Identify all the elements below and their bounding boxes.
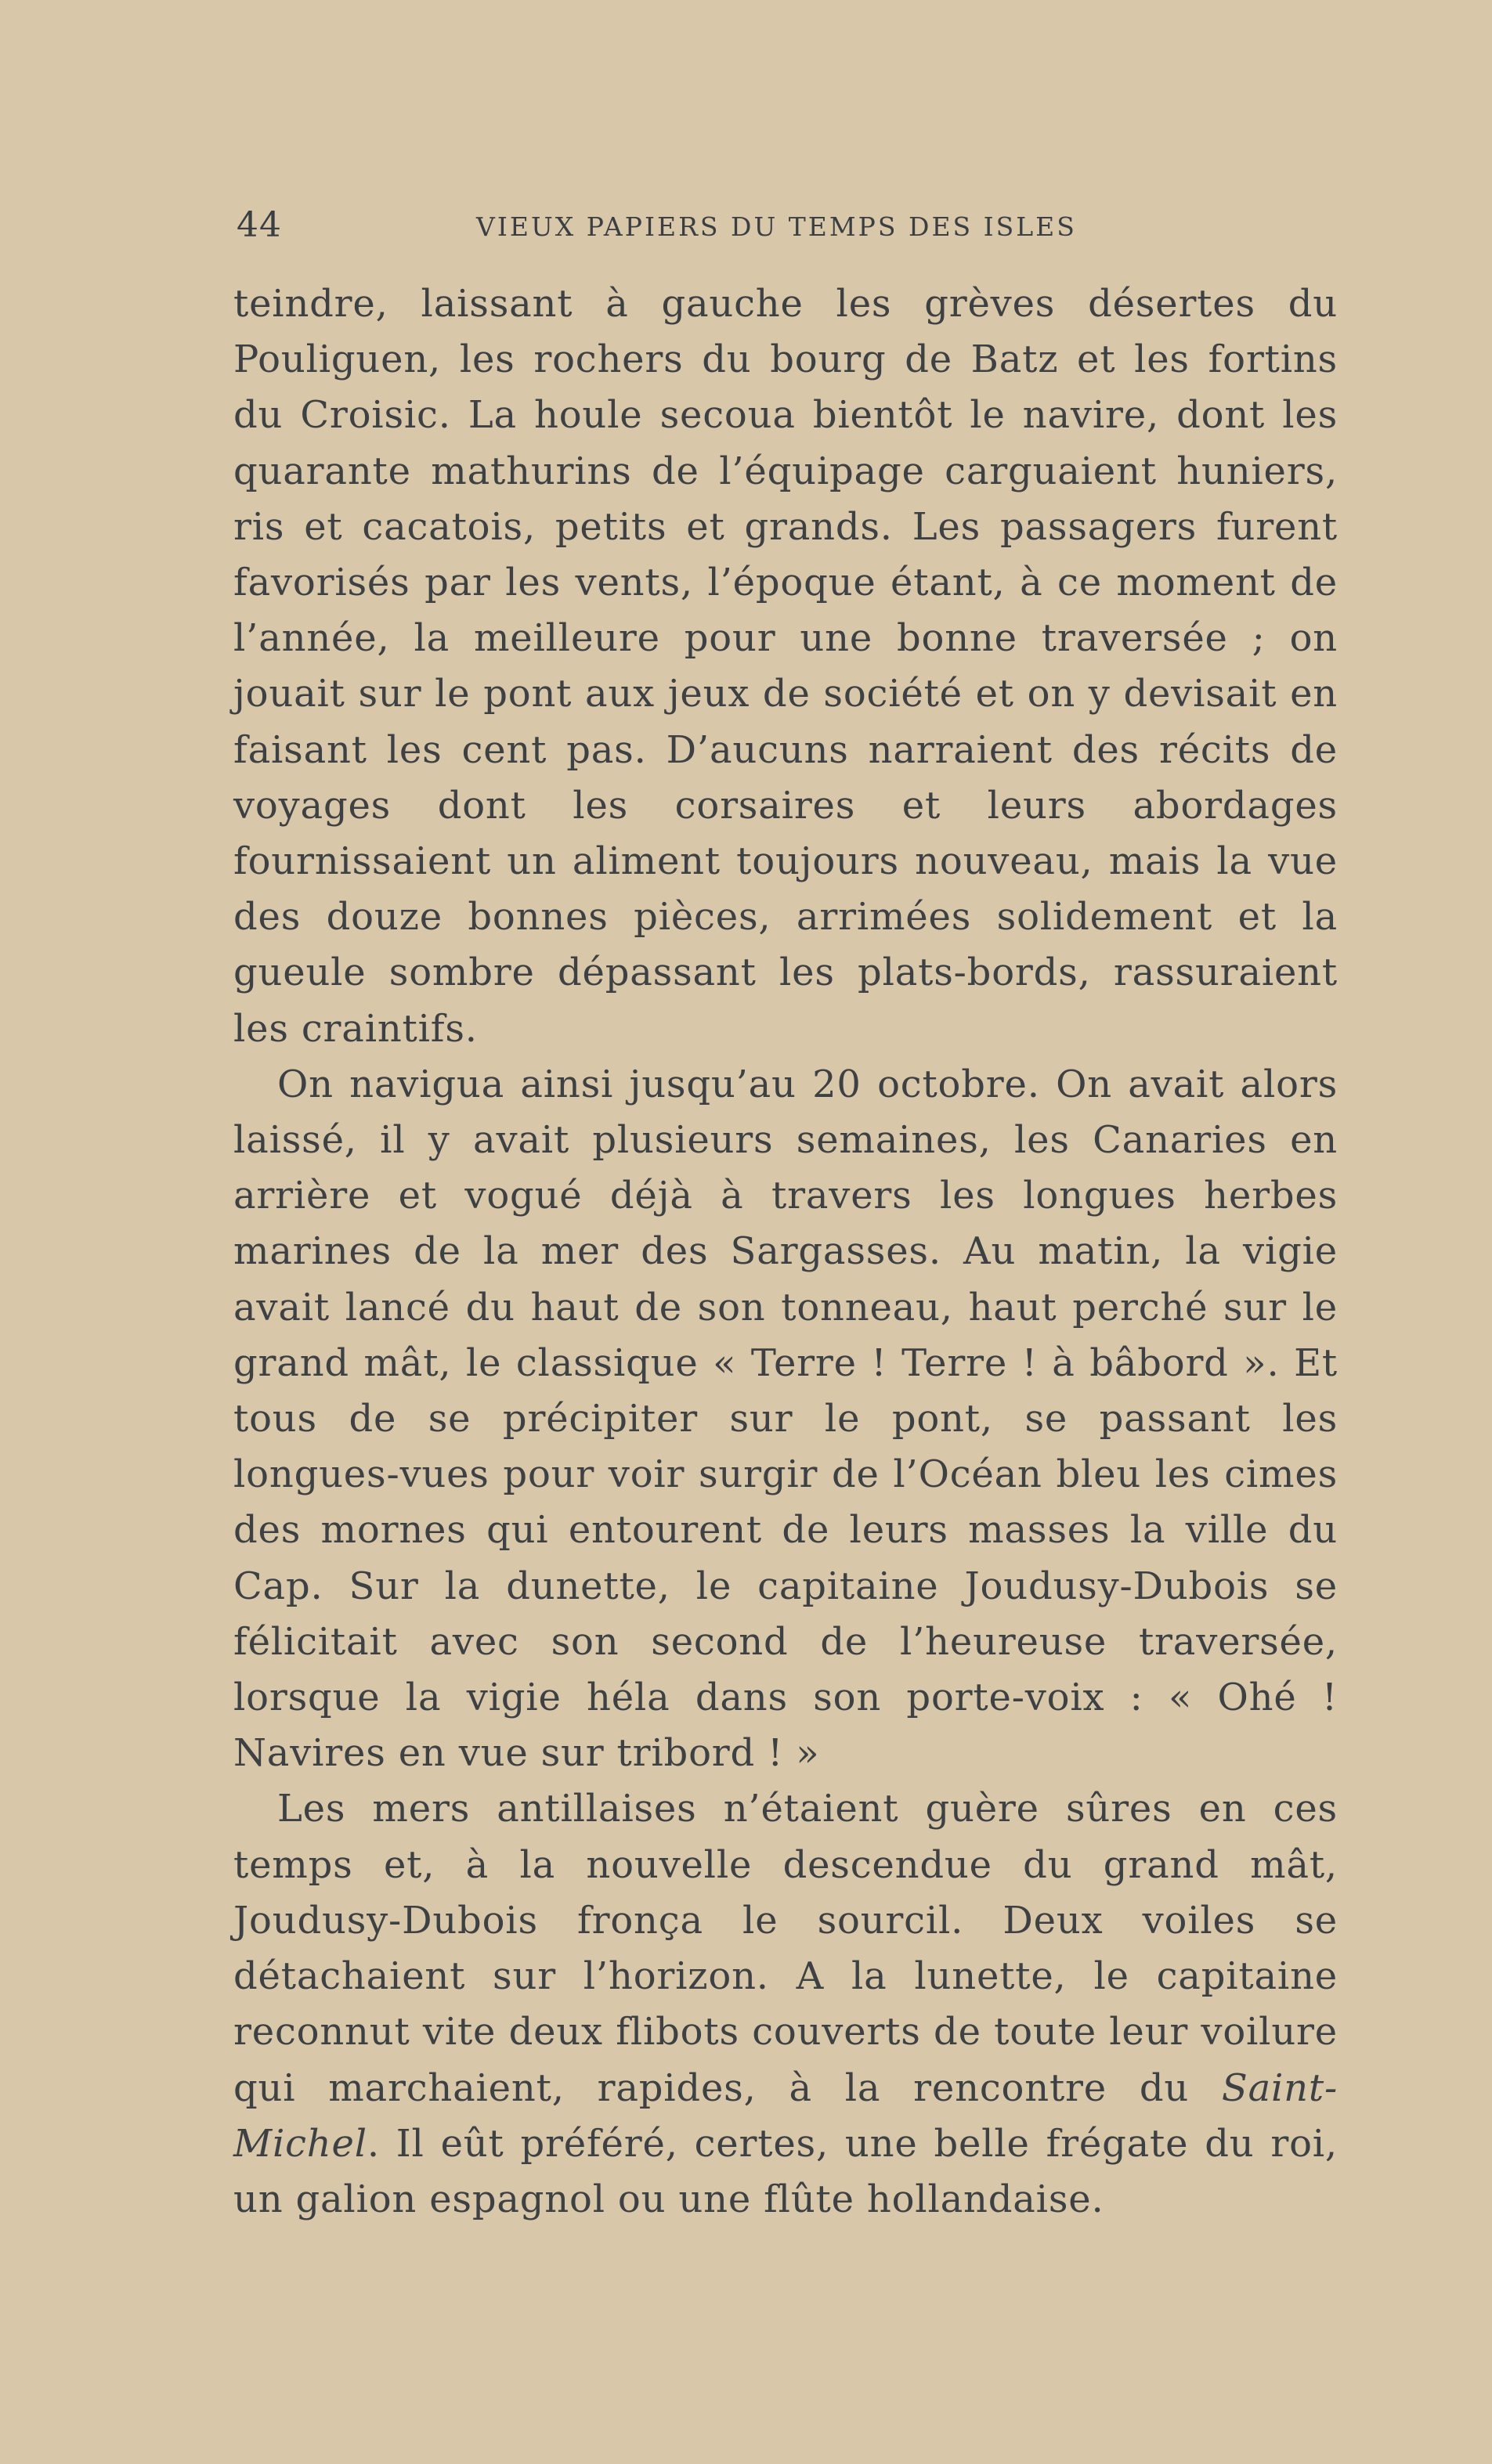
paragraph-pirates <box>233 1781 1338 2228</box>
ship-name: Saint-Michel <box>233 2065 1338 2166</box>
paragraph-pirates-text: Les mers antillaises n’étaient guère sûres en ces temps et, à la nouvelle descendue du grand mât, Joudusy-Dubois fronça le sourcil. Deux voiles se détachaient sur l’horizon. A la lunette, le capitaine reconnut vite deux flibots couverts de toute leur voilure qui marchaient, rapides, à la rencontre du <box>233 1787 1338 2110</box>
body-text <box>233 276 1338 2228</box>
page-number: 44 <box>237 205 282 245</box>
page-header <box>237 205 1317 252</box>
paragraph-navigation: On navigua ainsi jusqu’au 20 octobre. On avait alors laissé, il y avait plusieurs semaines, les Canaries en arrière et vogué déjà à travers les longues herbes marines de la mer des Sargasses. Au matin, la vigie avait lancé du haut de son tonneau, haut perché sur le grand mât, le classique « Terre ! Terre ! à bâbord ». Et tous de se précipiter sur le pont, se passant les longues-vues pour voir surgir de l’Océan bleu les cimes des mornes qui entourent de leurs masses la ville du Cap. Sur la dunette, le capitaine Joudusy-Dubois se félicitait avec son second de l’heureuse traversée, lorsque la vigie héla dans son porte-voix : « Ohé ! Navires en vue sur tribord ! » <box>233 1062 1338 1776</box>
running-title: VIEUX PAPIERS DU TEMPS DES ISLES <box>476 211 1077 242</box>
paragraph-continuation: teindre, laissant à gauche les grèves désertes du Pouliguen, les rochers du bourg de Batz et les fortins du Croisic. La houle secoua bientôt le navire, dont les quarante mathurins de l’équipage carguaient huniers, ris et cacatois, petits et grands. Les passagers furent favorisés par les vents, l’époque étant, à ce moment de l’année, la meilleure pour une bonne traversée ; on jouait sur le pont aux jeux de société et on y devisait en faisant les cent pas. D’aucuns narraient des récits de voyages dont les corsaires et leurs abordages fournissaient un aliment toujours nouveau, mais la vue des douze bonnes pièces, arrimées solidement et la gueule sombre dépassant les plats-bords, rassuraient les craintifs. <box>233 282 1338 1051</box>
paragraph-pirates-ending: . Il eût préféré, certes, une belle frégate du roi, un galion espagnol ou une flûte hollandaise. <box>233 2121 1338 2221</box>
